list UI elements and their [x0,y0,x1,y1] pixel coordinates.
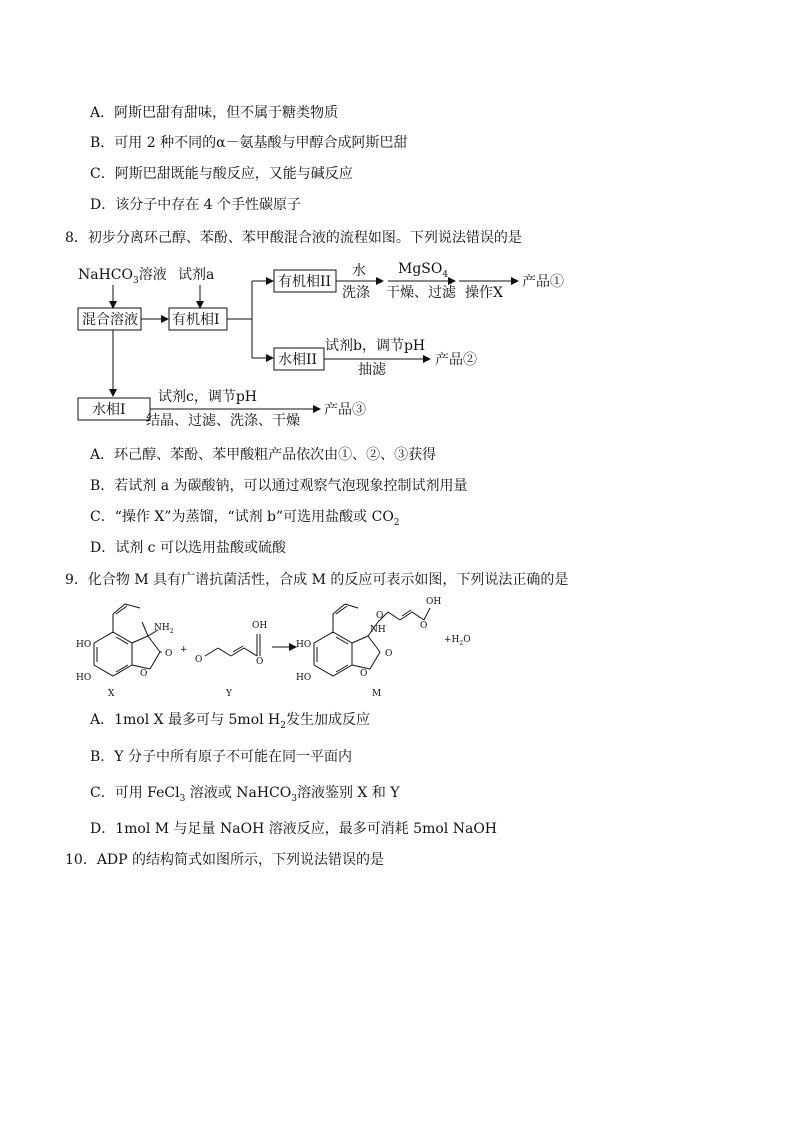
m-label: M [372,689,382,699]
molecule-m-structure [314,604,430,676]
q7-option-d: D．该分子中存在 4 个手性碳原子 [90,197,302,213]
q8-option-c: C．“操作 X”为蒸馏，“试剂 b”可选用盐酸或 $CO_2$ [90,509,400,528]
m-amide-o-label: O [376,611,384,621]
m-nh-label: NH [370,625,386,635]
reagent-b-label: 试剂b，调节pH [325,338,426,354]
q10-stem: 10．ADP 的结构简式如图所示，下列说法错误的是 [65,852,385,868]
y-o-label-1: O [195,655,203,665]
y-o-label-2: O [256,657,264,667]
q7-option-c: C．阿斯巴甜既能与酸反应，又能与碱反应 [90,166,353,182]
q9-stem: 9．化合物 M 具有广谱抗菌活性，合成 M 的反应可表示如图，下列说法正确的是 [65,572,569,588]
plus-sign: + [180,645,188,655]
molecule-y-structure [205,634,260,656]
q8-stem: 8．初步分离环己醇、苯酚、苯甲酸混合液的流程如图。下列说法错误的是 [65,230,522,246]
q9-reaction-scheme [0,592,794,704]
m-o-label: O [360,669,368,679]
q8-option-a: A．环己醇、苯酚、苯甲酸粗产品依次由①、②、③获得 [90,447,437,463]
q8-option-b: B．若试剂 a 为碳酸钠，可以通过观察气泡现象控制试剂用量 [90,478,468,494]
x-ho-label-1: HO [76,640,92,650]
dry-filter-label: 干燥、过滤 [386,285,456,301]
x-label: X [108,689,115,699]
m-ho-label-2: HO [296,673,312,683]
m-oh-label: OH [426,597,442,607]
wash-label: 洗涤 [342,285,370,301]
product-3-label: 产品③ [324,402,366,418]
crystal-steps-label: 结晶、过滤、洗涤、干燥 [146,413,300,429]
q9-option-d: D．1mol M 与足量 NaOH 溶液反应，最多可消耗 5mol NaOH [90,821,498,837]
mixed-solution-label: 混合溶液 [82,312,138,328]
q7-option-a: A．阿斯巴甜有甜味，但不属于糖类物质 [90,105,339,121]
water-label: 水 [352,263,366,279]
operation-x-label: 操作X [465,285,503,301]
reagent-a: 试剂a [178,267,215,283]
q8-option-d: D．试剂 c 可以选用盐酸或硫酸 [90,540,286,556]
x-ho-label-2: HO [76,673,92,683]
m-acid-o-label: O [420,621,428,631]
product-2-label: 产品② [435,352,477,368]
water-product: $+H_2O$ [444,635,471,647]
organic-phase-1-label: 有机相I [172,312,220,328]
aqueous-phase-2-label: 水相II [278,352,318,368]
y-oh-label: OH [252,621,268,631]
q9-option-a: A．1mol X 最多可与 5mol $H_2$发生加成反应 [90,712,370,731]
reagent-nahco3: NaHCO$_3$溶液 [78,267,167,286]
q9-option-c: C．可用 FeCl$_3$ 溶液或 NaHCO$_3$溶液鉴别 X 和 Y [90,785,400,804]
x-carbonyl-o-label: O [165,649,173,659]
m-ho-label-1: HO [296,640,312,650]
suction-filter-label: 抽滤 [358,362,386,378]
reagent-c-label: 试剂c，调节pH [158,389,258,405]
q7-option-b: B．可用 2 种不同的α－氨基酸与甲醇合成阿斯巴甜 [90,135,408,151]
x-nh2-label: $NH_2$ [154,623,174,635]
mgso4-label: MgSO$_4$ [398,261,449,280]
m-carbonyl-o-label: O [385,649,393,659]
organic-phase-2-label: 有机相II [278,274,332,290]
aqueous-phase-1-label: 水相I [92,402,126,418]
y-label: Y [226,689,232,699]
molecule-x-structure [94,604,162,676]
q8-flowchart [0,250,794,440]
q9-option-b: B．Y 分子中所有原子不可能在同一平面内 [90,749,352,765]
x-o-label: O [140,669,148,679]
product-1-label: 产品① [522,274,564,290]
